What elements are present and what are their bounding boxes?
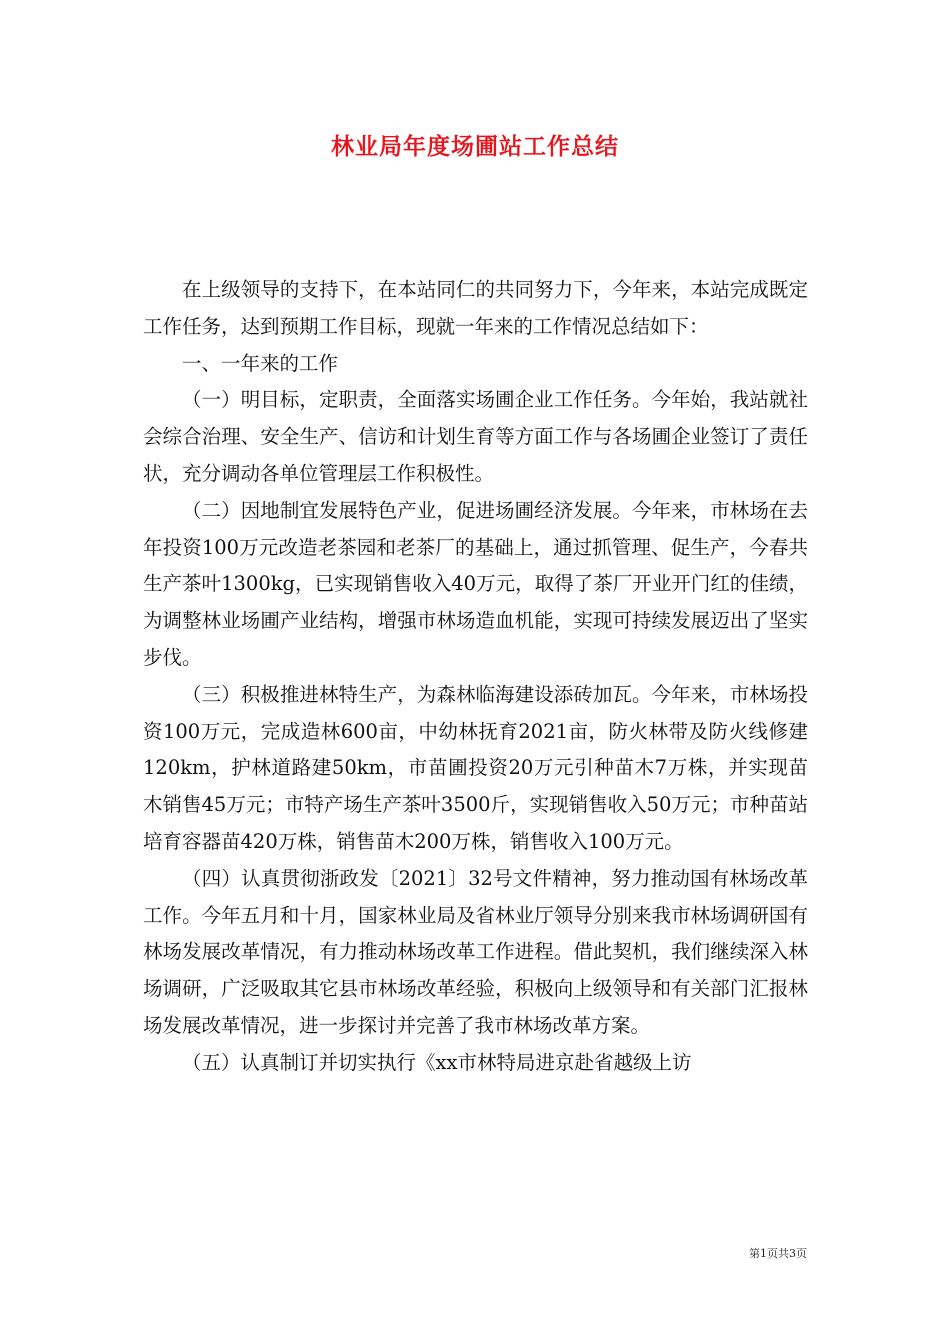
document-title: 林业局年度场圃站工作总结 xyxy=(331,133,619,160)
paragraph-item-1: （一）明目标，定职责，全面落实场圃企业工作任务。今年始，我站就社会综合治理、安全生产、信访和计划生育等方面工作与各场圃企业签订了责任状，充分调动各单位管理层工作积极性。 xyxy=(143,388,808,485)
paragraph-item-2: （二）因地制宜发展特色产业，促进场圃经济发展。今年来，市林场在去年投资100万元改造老茶园和老茶厂的基础上，通过抓管理、促生产，今春共生产茶叶1300kg，已实现销售收入40万元，取得了茶厂开业开门红的佳绩，为调整林业场圃产业结构，增强市林场造血机能，实现可持续发展迈出了坚实步伐。 xyxy=(143,498,808,669)
page-number: 第1页共3页 xyxy=(749,1247,807,1260)
paragraph-intro: 在上级领导的支持下，在本站同仁的共同努力下，今年来，本站完成既定工作任务，达到预期工作目标，现就一年来的工作情况总结如下： xyxy=(143,278,808,338)
document-body xyxy=(143,272,808,1082)
section-heading: 一、一年来的工作 xyxy=(182,351,339,375)
paragraph-item-5: （五）认真制订并切实执行《xx市林特局进京赴省越级上访 xyxy=(182,1050,692,1074)
paragraph-item-3: （三）积极推进林特生产，为森林临海建设添砖加瓦。今年来，市林场投资100万元，完成造林600亩，中幼林抚育2021亩，防火林带及防火线修建120km，护林道路建50km，市苗圃投资20万元引种苗木7万株，并实现苗木销售45万元；市特产场生产茶叶3500斤，实现销售收入50万元；市种苗站培育容器苗420万株，销售苗木200万株，销售收入100万元。 xyxy=(143,682,808,853)
paragraph-item-4: （四）认真贯彻浙政发〔2021〕32号文件精神，努力推动国有林场改革工作。今年五月和十月，国家林业局及省林业厅领导分别来我市林场调研国有林场发展改革情况，有力推动林场改革工作进程。借此契机，我们继续深入林场调研，广泛吸取其它县市林场改革经验，积极向上级领导和有关部门汇报林场发展改革情况，进一步探讨并完善了我市林场改革方案。 xyxy=(143,866,808,1037)
